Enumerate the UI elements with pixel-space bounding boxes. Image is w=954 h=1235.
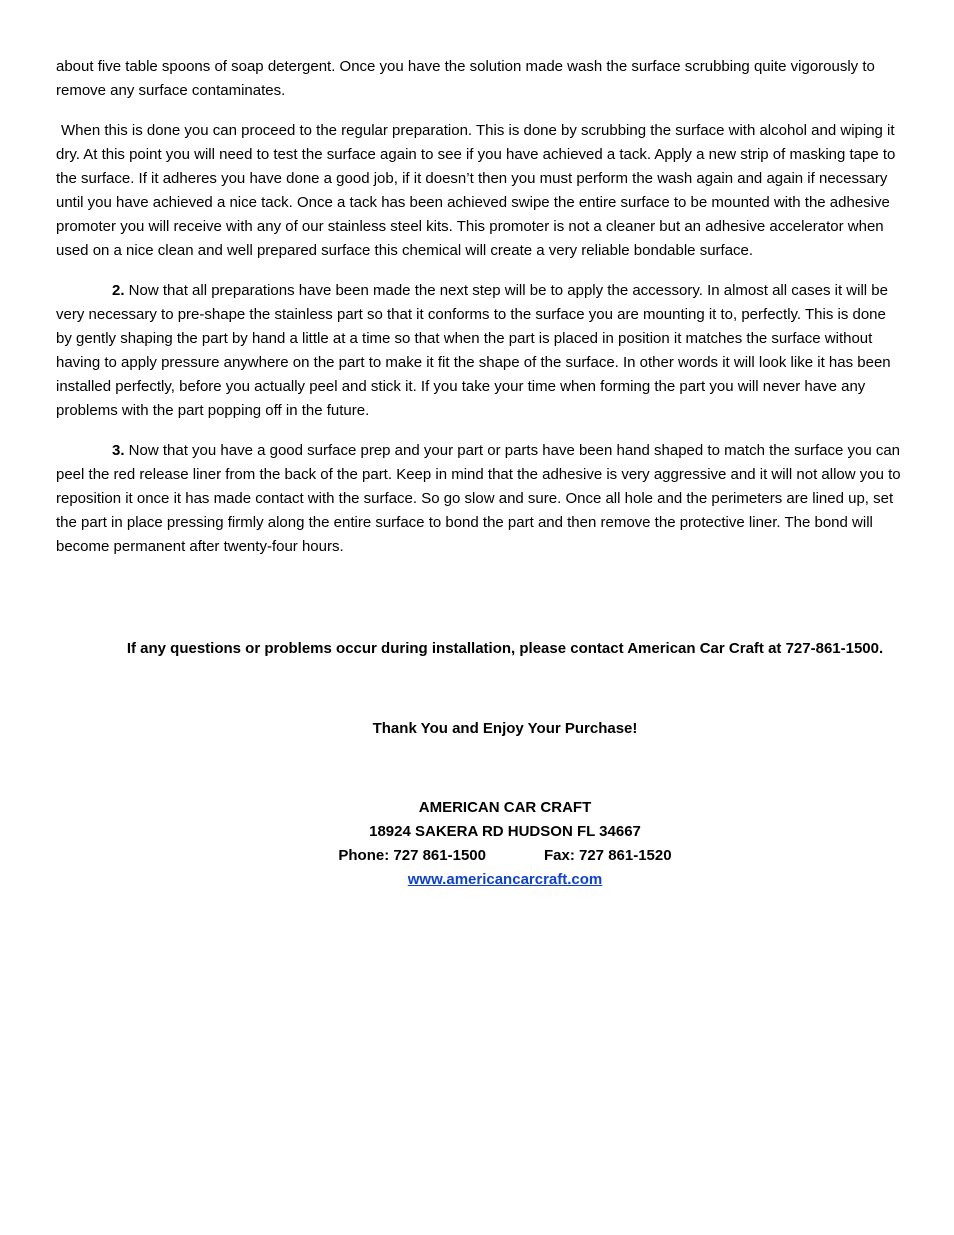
company-street-address: 18924 SAKERA RD HUDSON FL 34667 xyxy=(369,823,641,840)
step-3-text: Now that you have a good surface prep and your part or parts have been hand shaped to match the surface you can peel the red release liner from the back of the part. Keep in mind that the adhesive is very aggressive and it will not allow you to reposition it once it has made contact with the surface. So go slow and sure. Once all hole and the perimeters are lined up, set the part in place pressing firmly along the entire surface to bond the part and then remove the protective liner. The bond will become permanent after twenty-four hours. xyxy=(56,442,901,555)
company-fax: Fax: 727 861-1520 xyxy=(543,847,672,864)
company-name: AMERICAN CAR CRAFT xyxy=(418,799,592,816)
paragraph-step-3 xyxy=(56,439,901,559)
paragraph-regular-preparation: When this is done you can proceed to the regular preparation. This is done by scrubbing the surface with alcohol and wiping it dry. At this point you will need to test the surface again to see if you have achieved a tack. Apply a new strip of masking tape to the surface. If it adheres you have done a good job, if it doesn’t then you must perform the wash again and again if necessary until you have achieved a nice tack. Once a tack has been achieved swipe the entire surface to be mounted with the adhesive promoter you will receive with any of our stainless steel kits. This promoter is not a cleaner but an adhesive accelerator when used on a nice clean and well prepared surface this chemical will create a very reliable bondable surface. xyxy=(56,122,896,259)
company-address-block xyxy=(56,796,954,892)
step-2-text: Now that all preparations have been made the next step will be to apply the accessory. In almost all cases it will be very necessary to pre-shape the stainless part so that it conforms to the surface you are mounting it to, perfectly. This is done by gently shaping the part by hand a little at a time so that when the part is placed in position it matches the surface without having to apply pressure anywhere on the part to make it fit the shape of the surface. In other words it will look like it has been installed perfectly, before you actually peel and stick it. If you take your time when forming the part you will never have any problems with the part popping off in the future. xyxy=(56,282,891,419)
contact-notice xyxy=(56,637,954,661)
thank-you-message: Thank You and Enjoy Your Purchase! xyxy=(372,720,638,737)
step-3-number: 3. xyxy=(112,442,125,459)
contact-notice-text: If any questions or problems occur during installation, please contact American Car Craft at 727-861-1500. xyxy=(126,640,884,657)
company-phone: Phone: 727 861-1500 xyxy=(338,847,486,864)
company-website-link[interactable]: www.americancarcraft.com xyxy=(407,871,603,888)
document-body xyxy=(56,55,901,575)
company-phone-fax-line xyxy=(56,844,954,868)
paragraph-soap-wash: about five table spoons of soap detergent. Once you have the solution made wash the surface scrubbing quite vigorously to remove any surface contaminates. xyxy=(56,58,875,99)
step-2-number: 2. xyxy=(112,282,125,299)
paragraph-step-2 xyxy=(56,279,901,423)
